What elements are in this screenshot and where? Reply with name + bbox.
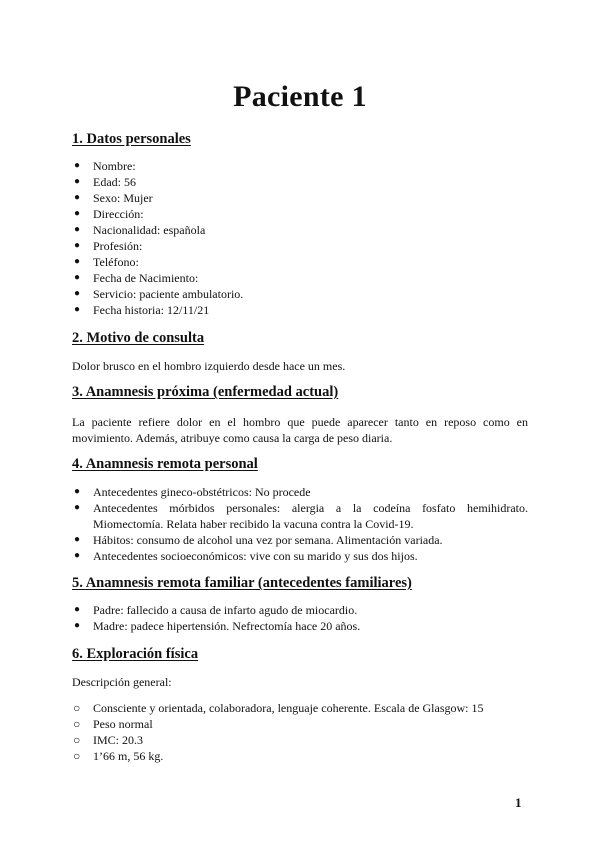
bullet-icon: ● [74,256,81,267]
list-item: ○ Peso normal [73,717,153,731]
bullet-icon: ● [74,272,81,283]
bullet-icon: ● [74,604,81,615]
list-item: ● Nombre: [74,159,136,173]
page-number: 1 [515,795,522,810]
list-item: ● Padre: fallecido a causa de infarto agudo de miocardio. [74,603,358,617]
hollow-bullet-icon: ○ [73,749,81,763]
list-item: ● Servicio: paciente ambulatorio. [74,287,244,301]
anamnesis-familiar-list [72,602,528,634]
list-item: ● Profesión: [74,239,143,253]
section-heading-motivo-consulta: 2. Motivo de consulta [72,330,205,346]
section-heading-anamnesis-personal: 4. Anamnesis remota personal [72,456,258,472]
list-item: ● Sexo: Mujer [74,191,153,205]
bullet-icon: ● [74,534,81,545]
list-item: ○ Consciente y orientada, colaboradora, lenguaje coherente. Escala de Glasgow: 15 [73,701,484,715]
list-item: ● Teléfono: [74,255,139,269]
anamnesis-proxima-text: La paciente refiere dolor en el hombro que puede aparecer tanto en reposo como en movimiento. Además, atribuye como causa la carga de peso diaria. [72,415,528,445]
list-item: ○ IMC: 20.3 [73,733,144,747]
list-item: ● Fecha historia: 12/11/21 [74,303,210,317]
motivo-consulta-text: Dolor brusco en el hombro izquierdo desde hace un mes. [72,359,346,373]
section-heading-datos-personales: 1. Datos personales [72,131,191,147]
bullet-icon: ● [74,160,81,171]
document-title: Paciente 1 [233,80,367,113]
bullet-icon: ● [74,304,81,315]
exploracion-list [72,700,528,764]
list-item: ● Nacionalidad: española [74,223,206,237]
list-item: ● Antecedentes gineco-obstétricos: No procede [74,485,311,499]
bullet-icon: ● [74,208,81,219]
datos-personales-list [72,158,528,318]
anamnesis-personal-list [72,484,528,564]
list-item: ○ 1’66 m, 56 kg. [73,749,164,763]
section-heading-exploracion-fisica: 6. Exploración física [72,646,199,662]
list-item: ● Dirección: [74,207,144,221]
bullet-icon: ● [74,192,81,203]
bullet-icon: ● [74,288,81,299]
bullet-icon: ● [74,550,81,561]
list-item: ● Hábitos: consumo de alcohol una vez por semana. Alimentación variada. [74,533,443,547]
bullet-icon: ● [74,620,81,631]
list-item: ● Antecedentes socioeconómicos: vive con su marido y sus dos hijos. [74,549,418,563]
bullet-icon: ● [74,486,81,497]
list-item: ● Edad: 56 [74,175,136,189]
list-item: ● Fecha de Nacimiento: [74,271,199,285]
section-heading-anamnesis-proxima: 3. Anamnesis próxima (enfermedad actual) [72,384,339,400]
exploracion-intro: Descripción general: [72,675,172,689]
list-item: ● Madre: padece hipertensión. Nefrectomía hace 20 años. [74,619,361,633]
bullet-icon: ● [74,240,81,251]
list-item: ● Antecedentes mórbidos personales: alergia a la codeína fosfato hemihidrato. Miomectomía. Relata haber recibido la vacuna contra la Covid-19. [74,501,528,531]
hollow-bullet-icon: ○ [73,701,81,715]
section-heading-anamnesis-familiar: 5. Anamnesis remota familiar (antecedentes familiares) [72,575,412,591]
hollow-bullet-icon: ○ [73,733,81,747]
bullet-icon: ● [74,502,81,513]
bullet-icon: ● [74,224,81,235]
hollow-bullet-icon: ○ [73,717,81,731]
bullet-icon: ● [74,176,81,187]
